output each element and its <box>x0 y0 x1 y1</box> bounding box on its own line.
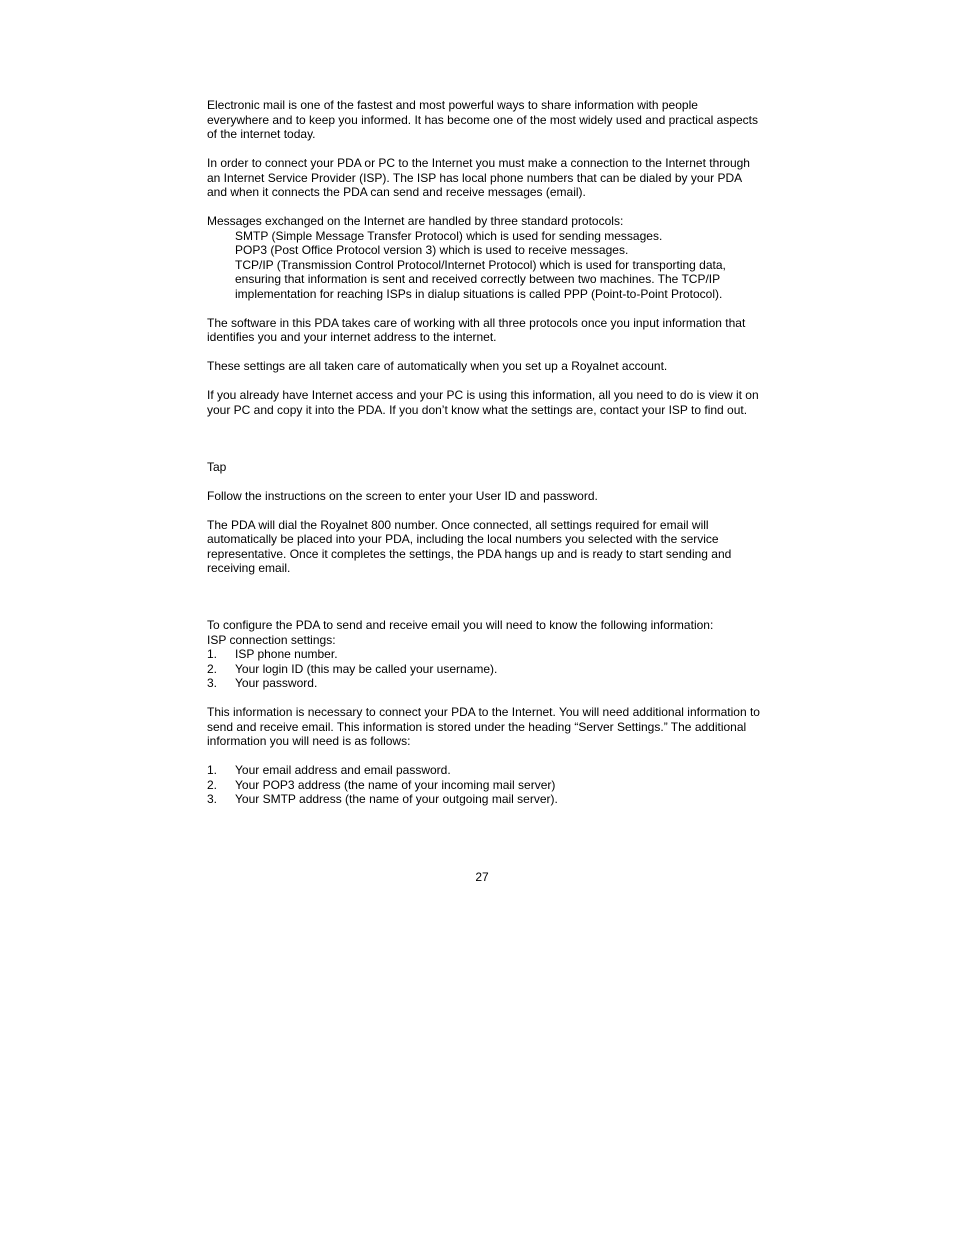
list-item <box>207 763 763 778</box>
list-number: 3. <box>207 792 218 806</box>
isp-settings-heading: ISP connection settings: <box>207 632 336 647</box>
list-item <box>207 647 763 662</box>
list-item <box>207 676 763 691</box>
configure-section <box>207 618 763 691</box>
list-number: 1. <box>207 763 218 777</box>
list-text: Your password. <box>235 676 318 690</box>
protocol-tcpip: TCP/IP (Transmission Control Protocol/Internet Protocol) which is used for transporting data, ensuring that information is sent and received correctly between two machines. The TCP/IP implementation for reaching ISPs in dialup situations is called PPP (Point-to-Point Protocol). <box>235 257 726 301</box>
paragraph-isp-connection: In order to connect your PDA or PC to the Internet you must make a connection to the Internet through an Internet Service Provider (ISP). The ISP has local phone numbers that can be dialed by your PDA and when it connects the PDA can send and receive messages (email). <box>207 156 750 199</box>
list-text: Your SMTP address (the name of your outgoing mail server). <box>235 792 558 806</box>
paragraph-follow-instructions: Follow the instructions on the screen to enter your User ID and password. <box>207 488 598 503</box>
list-item <box>207 778 763 793</box>
list-item <box>207 792 763 807</box>
configure-intro: To configure the PDA to send and receive email you will need to know the following information: <box>207 618 714 632</box>
paragraph-dial-royalnet: The PDA will dial the Royalnet 800 number. Once connected, all settings required for email will automatically be placed into your PDA, including the local numbers you selected with the service representative. Once it completes the settings, the PDA hangs up and is ready to start sending and receiving email. <box>207 517 732 575</box>
document-page <box>207 98 763 807</box>
list-number: 2. <box>207 661 218 676</box>
protocol-pop3: POP3 (Post Office Protocol version 3) which is used to receive messages. <box>235 243 629 257</box>
list-text: Your email address and email password. <box>235 763 451 777</box>
paragraph-software: The software in this PDA takes care of working with all three protocols once you input information that identifies you and your internet address to the internet. <box>207 315 746 344</box>
paragraph-royalnet-settings: These settings are all taken care of automatically when you set up a Royalnet account. <box>207 359 668 373</box>
protocol-smtp: SMTP (Simple Message Transfer Protocol) which is used for sending messages. <box>235 228 663 243</box>
list-item <box>207 662 763 677</box>
page-number: 27 <box>475 870 489 884</box>
list-text: Your login ID (this may be called your username). <box>235 661 498 676</box>
paragraph-tap: Tap <box>207 459 227 474</box>
list-number: 1. <box>207 647 218 661</box>
paragraph-email-intro: Electronic mail is one of the fastest and most powerful ways to share information with people everywhere and to keep you informed. It has become one of the most widely used and practical aspects of the internet today. <box>207 98 758 141</box>
protocols-section <box>207 214 763 301</box>
paragraph-existing-access: If you already have Internet access and your PC is using this information, all you need to do is view it on your PC and copy it into the PDA. If you don’t know what the settings are, contact your ISP to find out. <box>207 388 759 417</box>
list-text: ISP phone number. <box>235 647 338 661</box>
protocols-intro: Messages exchanged on the Internet are handled by three standard protocols: <box>207 214 624 228</box>
list-text: Your POP3 address (the name of your incoming mail server) <box>235 777 556 792</box>
paragraph-server-settings: This information is necessary to connect your PDA to the Internet. You will need additional information to send and receive email. This information is stored under the heading “Server Settings.” The additional information you will need is as follows: <box>207 705 760 748</box>
server-settings-list <box>207 763 763 807</box>
list-number: 2. <box>207 777 218 792</box>
list-number: 3. <box>207 676 218 690</box>
